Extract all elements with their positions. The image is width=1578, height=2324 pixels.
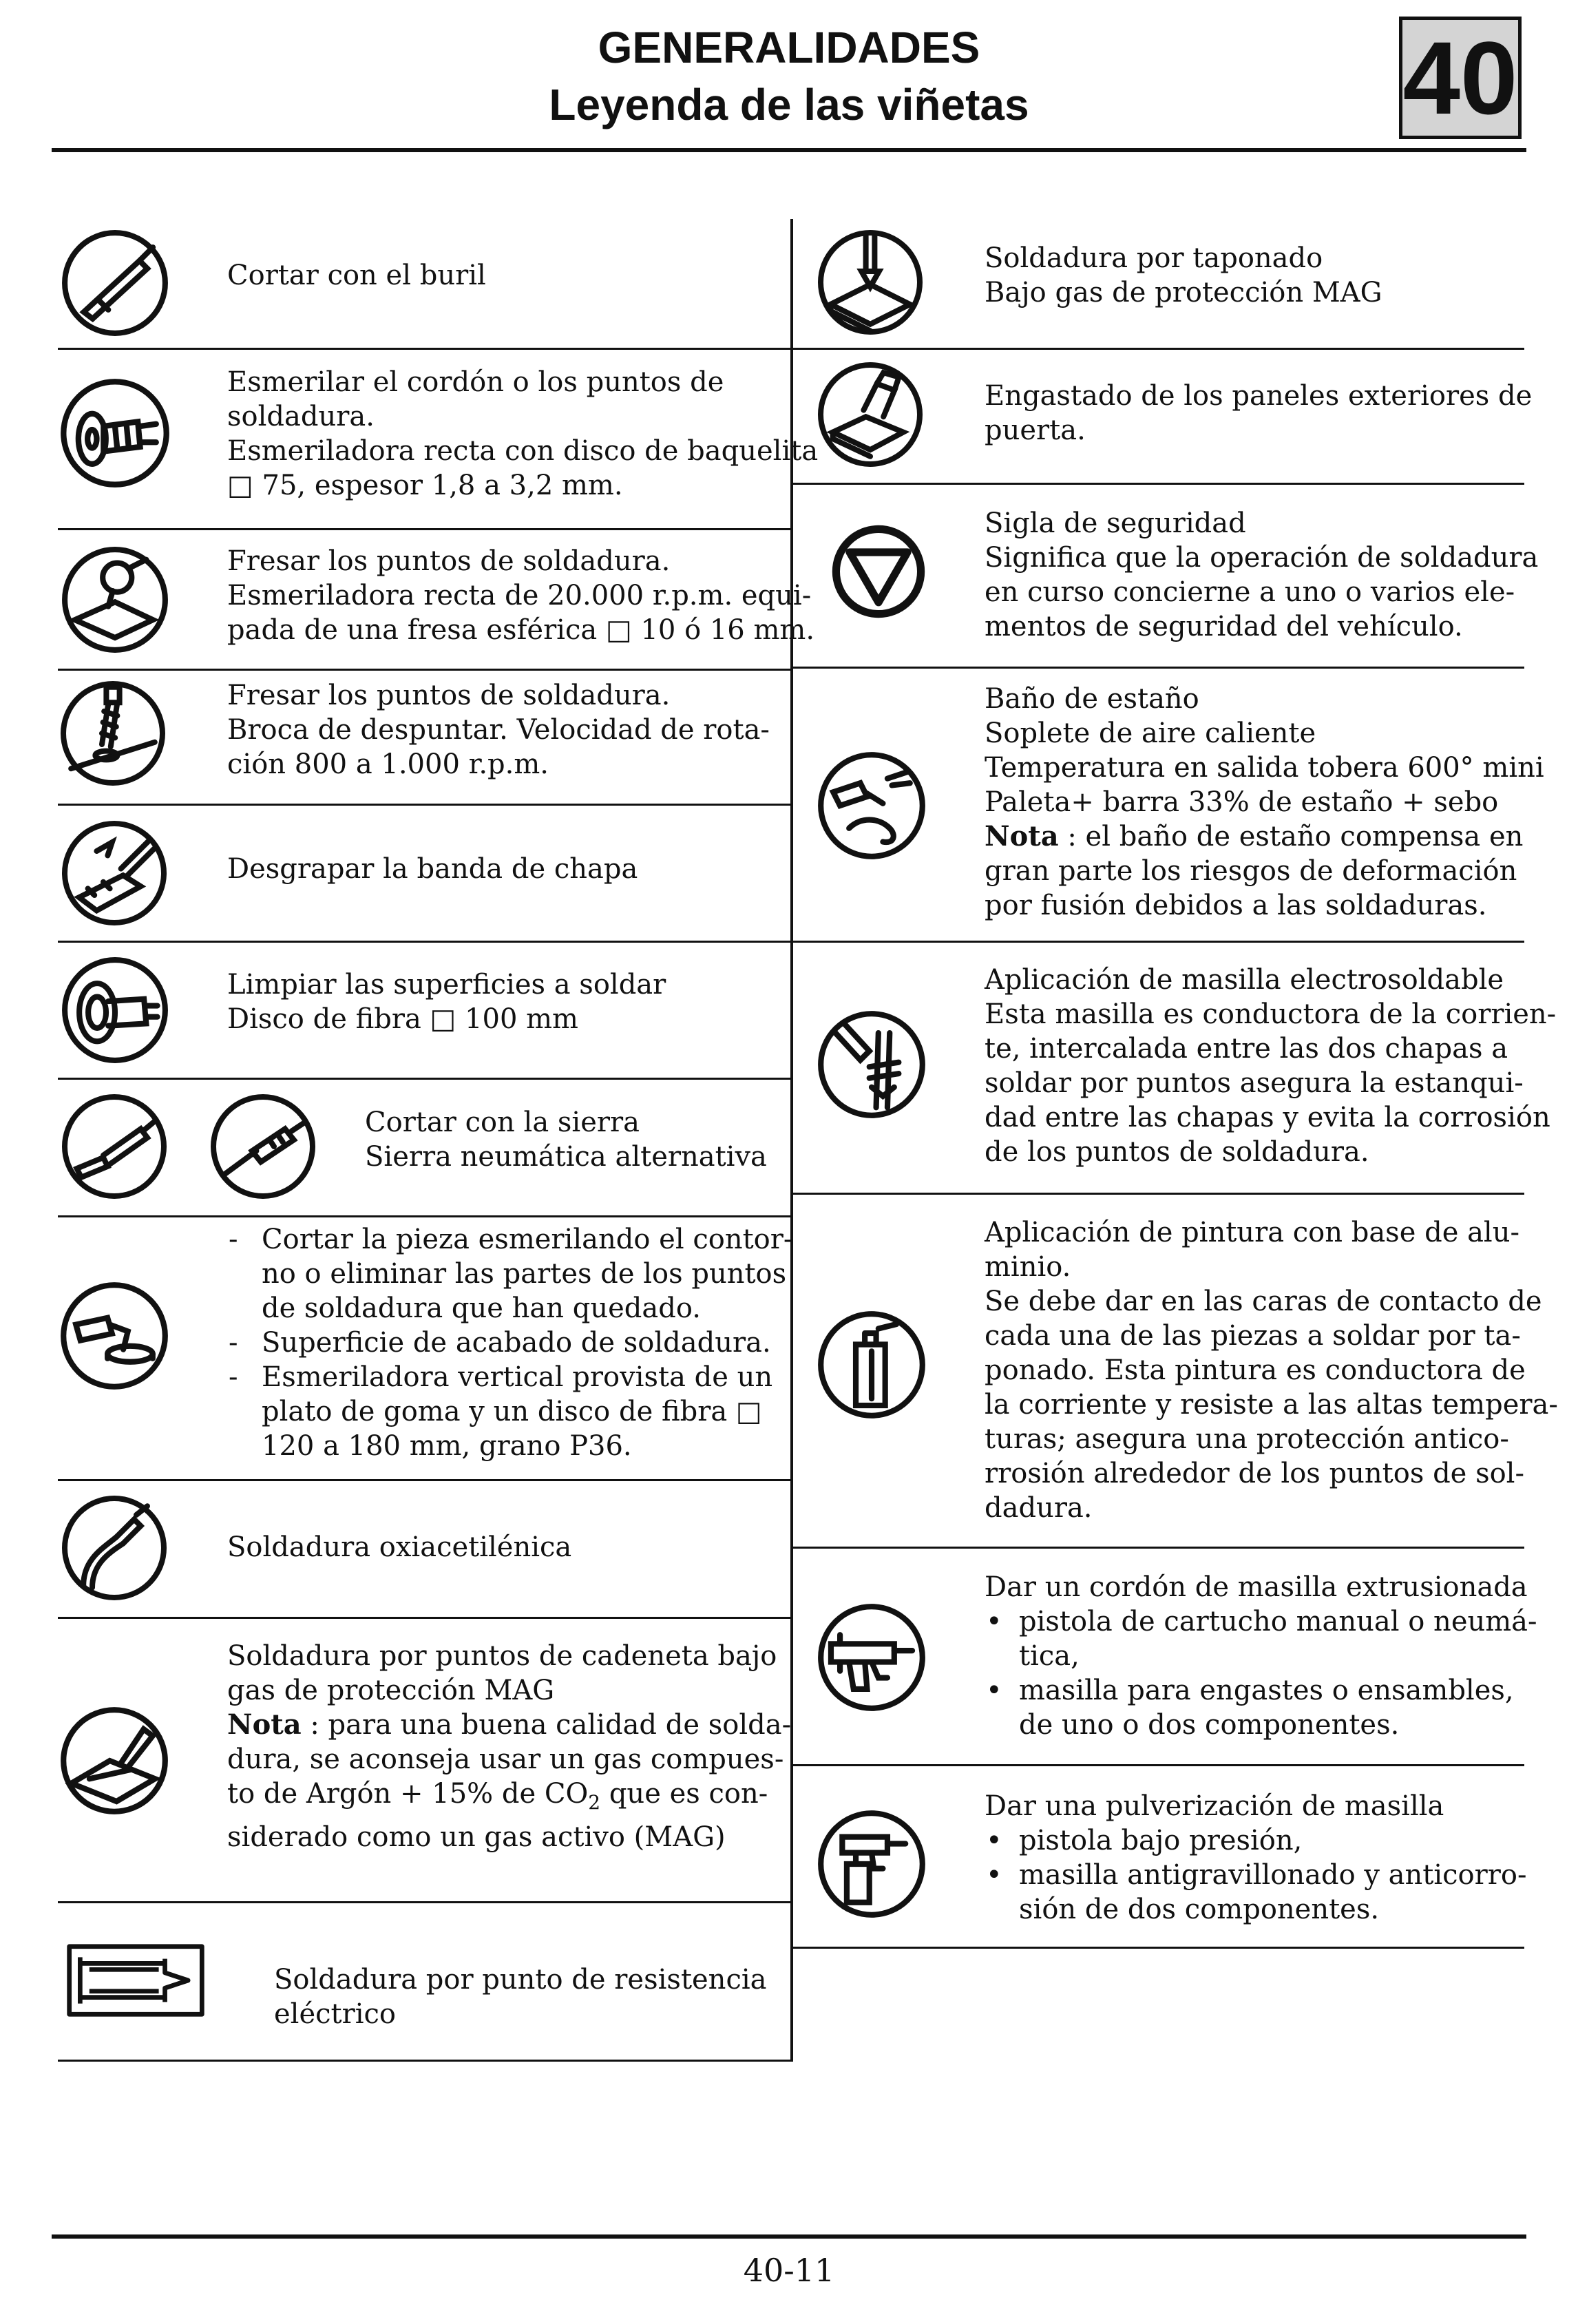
legend-text-line: Se debe dar en las caras de contacto de: [985, 1286, 1542, 1317]
drill-bit-icon: [58, 678, 168, 788]
legend-text-line: Esmerilar el cordón o los puntos de: [227, 366, 724, 398]
note-line: [985, 819, 1544, 854]
legend-text-line: gas de protección MAG: [227, 1675, 555, 1706]
legend-text-line: Esmeriladora recta con disco de baquelita: [227, 435, 819, 467]
pneumatic-saw-icon: [208, 1091, 318, 1202]
list-item: [227, 1222, 792, 1326]
legend-text-line: de los puntos de soldadura.: [985, 1136, 1369, 1168]
legend-text-line: Dar una pulverización de masilla: [985, 1790, 1444, 1822]
legend-text-line: Esmeriladora recta de 20.000 r.p.m. equi-: [227, 580, 812, 611]
note-label: Nota: [227, 1708, 302, 1741]
legend-text-line: cada una de las piezas a soldar por ta-: [985, 1320, 1521, 1352]
saw-icon: [59, 1091, 169, 1202]
legend-text-line: Fresar los puntos de soldadura.: [227, 545, 671, 577]
list-item: [227, 1360, 792, 1463]
row-divider: [792, 1547, 1524, 1549]
legend-text-line: dura, se aconseja usar un gas compues-: [227, 1744, 784, 1775]
legend-text-line: de uno o dos componentes.: [1019, 1709, 1400, 1741]
footer-rule: [52, 2234, 1526, 2239]
legend-text-line: Baño de estaño: [985, 683, 1199, 715]
chisel-icon: [59, 227, 171, 339]
straight-grinder-disc-icon: [58, 376, 172, 490]
legend-text-line: Aplicación de masilla electrosoldable: [985, 964, 1504, 996]
legend-text-line: en curso concierne a uno o varios ele-: [985, 576, 1515, 608]
oxyacetylene-torch-icon: [59, 1493, 169, 1603]
row-divider: [58, 1078, 790, 1080]
legend-text-line: Broca de despuntar. Velocidad de rota-: [227, 714, 770, 746]
legend-text-line: • masilla antigravillonado y anticorro-: [1019, 1859, 1527, 1891]
note-line: [227, 1708, 791, 1742]
mag-chain-weld-icon: [58, 1704, 171, 1817]
legend-text-line: Engastado de los paneles exteriores de: [985, 380, 1533, 412]
page-subtitle: Leyenda de las viñetas: [549, 80, 1029, 129]
legend-text-line: soldadura.: [227, 401, 375, 432]
aluminium-paint-spray-icon: [815, 1308, 928, 1421]
legend-text-line: Soldadura oxiacetilénica: [227, 1531, 572, 1563]
legend-text-line: ponado. Esta pintura es conductora de: [985, 1354, 1526, 1386]
legend-text-line: • pistola bajo presión,: [1019, 1825, 1303, 1856]
co2-subscript: 2: [588, 1791, 601, 1814]
legend-text-line: Soldadura por punto de resistencia: [274, 1964, 767, 1996]
row-divider: [792, 1193, 1524, 1195]
hemming-icon: [815, 359, 925, 470]
legend-text-line: Soplete de aire caliente: [985, 718, 1316, 749]
list-item: [985, 1823, 1526, 1858]
row-divider: [792, 667, 1524, 669]
row-divider: [792, 1947, 1524, 1949]
legend-text-line: □ 75, espesor 1,8 a 3,2 mm.: [227, 470, 623, 501]
legend-text-line: Sigla de seguridad: [985, 507, 1246, 539]
legend-text-line: ción 800 a 1.000 r.p.m.: [227, 749, 549, 780]
vertical-grinder-icon: [58, 1279, 171, 1392]
legend-text-line: te, intercalada entre las dos chapas a: [985, 1033, 1508, 1065]
cartridge-gun-icon: [815, 1601, 928, 1714]
legend-text-line: Desgrapar la banda de chapa: [227, 853, 638, 885]
legend-text-line: dad entre las chapas y evita la corrosión: [985, 1102, 1550, 1133]
note-text: : el baño de estaño compensa en: [1058, 821, 1524, 852]
legend-text-line: puerta.: [985, 415, 1086, 446]
co2-prefix: to de Argón + 15% de CO: [227, 1778, 589, 1810]
legend-text-line: - Cortar la pieza esmerilando el contor-: [262, 1224, 793, 1255]
legend-text-line: soldar por puntos asegura la estanqui-: [985, 1067, 1524, 1099]
legend-text-line: Soldadura por puntos de cadeneta bajo: [227, 1640, 777, 1672]
legend-text-line: Paleta+ barra 33% de estaño + sebo: [985, 786, 1499, 818]
legend-text-line: siderado como un gas activo (MAG): [227, 1821, 726, 1853]
legend-text-line: tica,: [1019, 1640, 1080, 1672]
legend-text-line: la corriente y resiste a las altas tempera-: [985, 1389, 1558, 1421]
legend-text-line: mentos de seguridad del vehículo.: [985, 611, 1463, 642]
row-divider: [792, 941, 1524, 943]
legend-text-line: Sierra neumática alternativa: [365, 1141, 767, 1173]
legend-text-line: Temperatura en salida tobera 600° mini: [985, 752, 1544, 784]
safety-triangle-icon: [830, 523, 927, 620]
legend-text-line: Cortar con el buril: [227, 260, 486, 291]
row-divider: [58, 941, 790, 943]
unclip-strip-icon: [59, 818, 169, 928]
legend-text-line: gran parte los riesgos de deformación: [985, 855, 1517, 887]
legend-text-line: no o eliminar las partes de los puntos: [262, 1258, 787, 1290]
legend-text-line: - Superficie de acabado de soldadura.: [262, 1327, 771, 1359]
legend-text-line: dadura.: [985, 1492, 1093, 1524]
legend-text-line: • pistola de cartucho manual o neumá-: [1019, 1606, 1537, 1637]
spherical-mill-icon: [59, 544, 171, 656]
note-label: Nota: [985, 820, 1059, 852]
row-divider: [58, 804, 790, 806]
row-divider: [58, 669, 790, 671]
row-divider: [58, 1617, 790, 1619]
resistance-spot-weld-icon: [66, 1942, 205, 2019]
row-divider: [58, 1901, 790, 1903]
row-divider: [58, 528, 790, 530]
fiber-disc-icon: [59, 954, 171, 1066]
legend-text-line: pada de una fresa esférica □ 10 ó 16 mm.: [227, 614, 815, 646]
header-rule: [52, 148, 1526, 152]
legend-text-line: Aplicación de pintura con base de alu-: [985, 1217, 1519, 1248]
legend-text-line: turas; asegura una protección antico-: [985, 1423, 1509, 1455]
list-item: [985, 1673, 1537, 1742]
legend-text-line: eléctrico: [274, 1998, 397, 2030]
legend-text-line: Bajo gas de protección MAG: [985, 277, 1382, 308]
legend-text-line: rrosión alrededor de los puntos de sol-: [985, 1458, 1524, 1489]
legend-text-line: sión de dos componentes.: [1019, 1894, 1380, 1925]
legend-text-line: por fusión debidos a las soldaduras.: [985, 890, 1487, 921]
co2-suffix: que es con-: [600, 1778, 768, 1810]
row-divider: [58, 1479, 790, 1481]
legend-text-line: • masilla para engastes o ensambles,: [1019, 1675, 1514, 1706]
legend-text-line: Disco de fibra □ 100 mm: [227, 1003, 578, 1035]
legend-text-line: Cortar con la sierra: [365, 1107, 640, 1138]
list-item: [227, 1326, 792, 1360]
tin-bath-icon: [815, 749, 928, 862]
legend-text-line: Significa que la operación de soldadura: [985, 542, 1539, 574]
legend-text-line: 120 a 180 mm, grano P36.: [262, 1430, 632, 1462]
legend-text-line: de soldadura que han quedado.: [262, 1292, 701, 1324]
spray-gun-icon: [815, 1808, 928, 1920]
legend-text-line: [227, 1777, 791, 1820]
row-divider: [792, 348, 1524, 350]
list-item: [985, 1604, 1537, 1673]
section-number-badge: 40: [1399, 17, 1522, 139]
weldable-sealer-icon: [815, 1008, 928, 1121]
page-number: 40-11: [743, 2252, 835, 2289]
legend-text-line: Limpiar las superficies a soldar: [227, 969, 666, 1001]
legend-text-line: - Esmeriladora vertical provista de un: [262, 1361, 773, 1393]
legend-text-line: Dar un cordón de masilla extrusionada: [985, 1571, 1528, 1603]
row-divider: [58, 348, 790, 350]
row-divider: [792, 483, 1524, 485]
row-divider: [58, 1215, 790, 1217]
legend-text-line: Fresar los puntos de soldadura.: [227, 680, 671, 711]
legend-text-line: minio.: [985, 1251, 1071, 1283]
legend-text-line: Soldadura por taponado: [985, 242, 1323, 274]
list-item: [985, 1858, 1526, 1927]
row-divider: [58, 2060, 790, 2062]
note-text: : para una buena calidad de solda-: [301, 1709, 792, 1741]
plug-weld-icon: [815, 227, 925, 337]
page-title: GENERALIDADES: [598, 23, 980, 72]
legend-text-line: Esta masilla es conductora de la corrien-: [985, 998, 1557, 1030]
legend-text-line: plato de goma y un disco de fibra □: [262, 1396, 762, 1427]
row-divider: [792, 1764, 1524, 1766]
